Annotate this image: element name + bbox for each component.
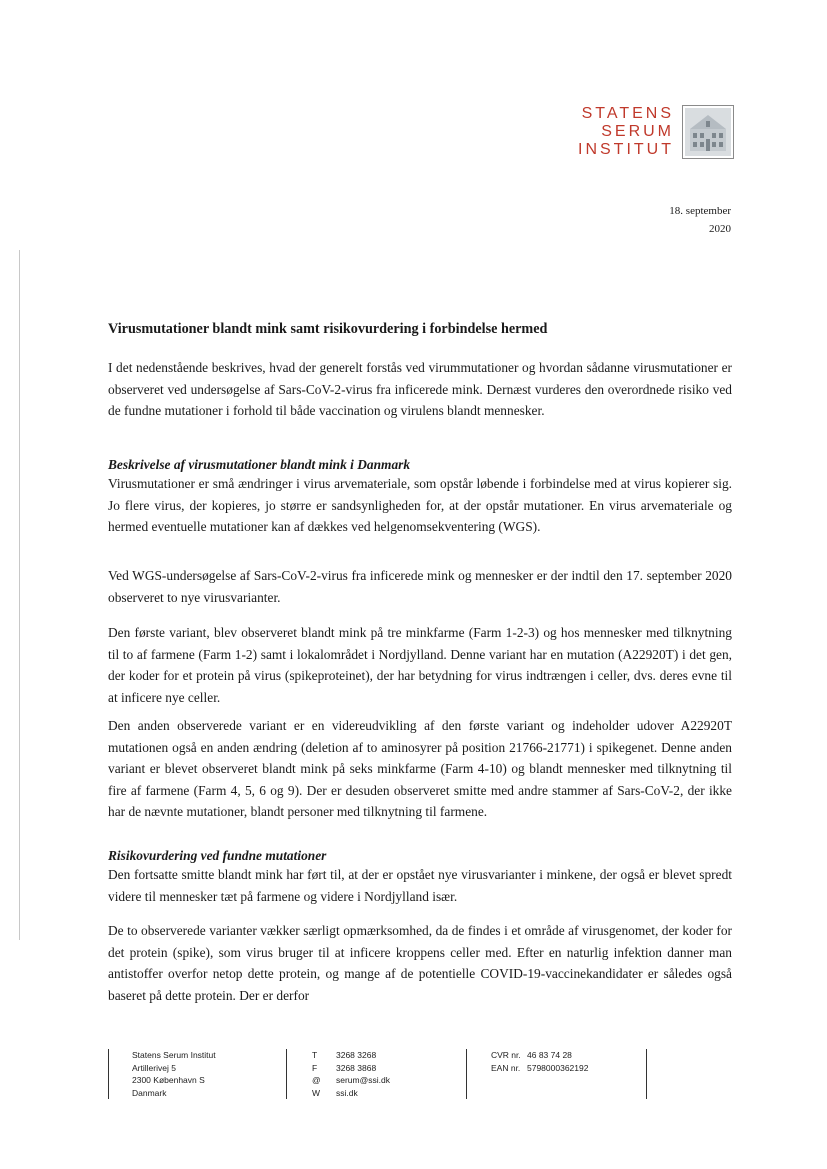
document-title: Virusmutationer blandt mink samt risikovurdering i forbindelse hermed [108, 321, 548, 337]
section-2-heading: Risikovurdering ved fundne mutationer [108, 848, 327, 863]
section-1-paragraph-2: Ved WGS-undersøgelse af Sars-CoV-2-virus fra inficerede mink og mennesker er der indtil den 17. september 2020 observeret to nye virusvarianter. [108, 568, 732, 605]
footer-divider [646, 1049, 647, 1099]
footer-divider [466, 1049, 467, 1099]
institute-logo [578, 105, 734, 159]
cvr-value: 46 83 74 28 [527, 1050, 572, 1060]
building-icon [682, 105, 734, 159]
section-1-paragraph-4: Den anden observerede variant er en videreudvikling af den første variant og indeholder udover A22920T mutationen også en anden ændring (deletion af to aminosyrer på position 21766-21771) i spikegenet. Denne anden variant er blevet observeret blandt mink på seks minkfarme (Farm 4-10) og blandt mennesker med tilknytning til fire af farmene (Farm 4, 5, 6 og 9). Der er desuden observeret smitte med andre stammer af Sars-CoV-2, der ikke har de nævnte mutationer, blandt personer med tilknytning til farmene. [108, 718, 732, 819]
footer-email [312, 1074, 390, 1087]
cvr-label: CVR nr. [491, 1050, 521, 1060]
footer-phone [312, 1049, 390, 1062]
page-footer [108, 1049, 648, 1099]
footer-org-name: Statens Serum Institut [132, 1050, 216, 1060]
document-date [669, 202, 731, 238]
scan-margin-line [19, 250, 20, 940]
logo-wordmark [578, 105, 674, 159]
email-icon: @ [312, 1075, 321, 1085]
section-2-paragraph-1: Den fortsatte smitte blandt mink har ført til, at der er opstået nye virusvarianter i minkene, der også er blevet spredt videre til mennesker tæt på farmene og videre i Nordjylland især. [108, 867, 732, 904]
footer-divider [108, 1049, 109, 1099]
footer-web [312, 1087, 390, 1100]
intro-paragraph: I det nedenstående beskrives, hvad der generelt forstås ved virummutationer og hvordan sådanne virusmutationer er observeret ved undersøgelse af Sars-CoV-2-virus fra inficerede mink. Dernæst vurderes den overordnede risiko ved de fundne mutationer i forhold til både vaccination og virulens blandt mennesker. [108, 360, 732, 418]
footer-contact [312, 1049, 390, 1099]
date-year: 2020 [709, 223, 731, 235]
fax-label: F [312, 1062, 318, 1073]
section-1-paragraph-3: Den første variant, blev observeret blandt mink på tre minkfarme (Farm 1-2-3) og hos mennesker med tilknytning til to af farmene (Farm 1-2) samt i lokalområdet i Nordjylland. Denne variant har en mutation (A22920T) i det gen, der koder for et protein på virus (spikeproteinet), der har betydning for virus indtrængen i celler, dvs. deres evne til at inficere nye celler. [108, 625, 732, 705]
phone-label: T [312, 1050, 318, 1060]
web-label: W [312, 1087, 321, 1098]
footer-ids [491, 1049, 588, 1074]
logo-line-3: INSTITUT [578, 141, 674, 158]
ean-value: 5798000362192 [527, 1062, 589, 1073]
date-day-month: 18. september [669, 205, 731, 217]
footer-divider [286, 1049, 287, 1099]
footer-fax [312, 1062, 390, 1075]
footer-ean [491, 1062, 588, 1075]
logo-line-1: STATENS [581, 105, 674, 122]
phone-value: 3268 3268 [336, 1050, 377, 1060]
section-2-paragraph-2: De to observerede varianter vækker særligt opmærksomhed, da de findes i et område af virusgenomet, der koder for det protein (spike), som virus bruger til at inficere kroppens celler med. Efter en naturlig infektion danner man antistoffer overfor netop dette protein, og mange af de potentielle COVID-19-vaccinekandidater er således også baseret på dette protein. Der er derfor [108, 923, 732, 1003]
logo-line-2: SERUM [601, 123, 674, 140]
fax-value: 3268 3868 [336, 1062, 377, 1073]
footer-street: Artillerivej 5 [132, 1062, 176, 1073]
section-1-heading: Beskrivelse af virusmutationer blandt mink i Danmark [108, 457, 411, 472]
footer-cvr [491, 1049, 588, 1062]
section-1-paragraph-1: Virusmutationer er små ændringer i virus arvemateriale, som opstår løbende i forbindelse med at virus kopierer sig. Jo flere virus, der kopieres, jo større er sandsynligheden for, at der opstår mutationer. En virus arvemateriale og hermed eventuelle mutationer kan af dækkes ved helgenomsekventering (WGS). [108, 476, 732, 534]
email-value: serum@ssi.dk [336, 1075, 390, 1085]
web-value: ssi.dk [336, 1087, 358, 1098]
ean-label: EAN nr. [491, 1062, 521, 1073]
footer-city: 2300 København S [132, 1075, 205, 1085]
footer-address [132, 1049, 216, 1099]
footer-country: Danmark [132, 1087, 167, 1098]
